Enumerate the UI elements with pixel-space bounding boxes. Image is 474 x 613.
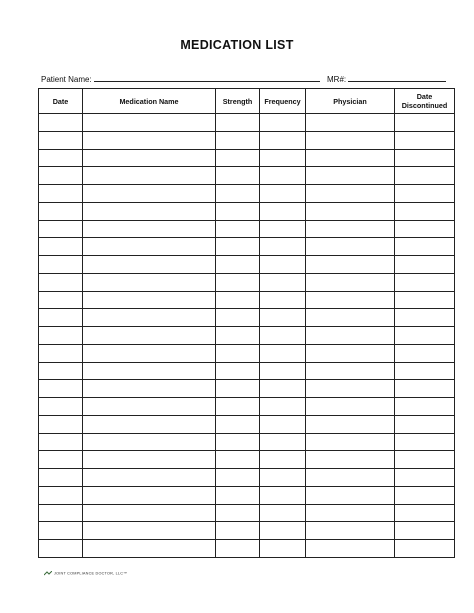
table-row <box>39 451 455 469</box>
table-cell[interactable] <box>306 273 395 291</box>
table-cell[interactable] <box>306 398 395 416</box>
table-cell[interactable] <box>39 486 83 504</box>
table-cell[interactable] <box>83 504 216 522</box>
table-cell[interactable] <box>395 167 455 185</box>
table-cell[interactable] <box>395 469 455 487</box>
table-row <box>39 344 455 362</box>
table-row <box>39 273 455 291</box>
header-physician: Physician <box>306 89 395 114</box>
table-cell[interactable] <box>83 415 216 433</box>
table-cell[interactable] <box>39 469 83 487</box>
footer <box>44 571 127 576</box>
table-cell[interactable] <box>216 469 260 487</box>
table-cell[interactable] <box>216 309 260 327</box>
table-row <box>39 309 455 327</box>
table-cell[interactable] <box>216 185 260 203</box>
table-cell[interactable] <box>83 380 216 398</box>
table-cell[interactable] <box>216 451 260 469</box>
table-cell[interactable] <box>83 522 216 540</box>
footer-text: JOINT COMPLIANCE DOCTOR, LLC™ <box>54 571 128 576</box>
table-cell[interactable] <box>39 540 83 558</box>
table-cell[interactable] <box>395 309 455 327</box>
table-cell[interactable] <box>83 273 216 291</box>
table-cell[interactable] <box>260 309 306 327</box>
table-cell[interactable] <box>39 149 83 167</box>
table-cell[interactable] <box>260 344 306 362</box>
table-cell[interactable] <box>260 291 306 309</box>
table-cell[interactable] <box>39 504 83 522</box>
table-cell[interactable] <box>83 167 216 185</box>
table-cell[interactable] <box>39 185 83 203</box>
table-cell[interactable] <box>39 238 83 256</box>
table-row <box>39 486 455 504</box>
table-cell[interactable] <box>260 202 306 220</box>
header-strength: Strength <box>216 89 260 114</box>
table-cell[interactable] <box>395 131 455 149</box>
company-logo-icon <box>44 571 52 576</box>
table-cell[interactable] <box>395 185 455 203</box>
table-row <box>39 469 455 487</box>
table-cell[interactable] <box>216 380 260 398</box>
table-cell[interactable] <box>83 291 216 309</box>
mr-number-field <box>327 73 446 84</box>
patient-name-line[interactable] <box>94 73 320 82</box>
table-cell[interactable] <box>306 291 395 309</box>
table-row <box>39 149 455 167</box>
table-cell[interactable] <box>83 149 216 167</box>
table-cell[interactable] <box>260 185 306 203</box>
table-cell[interactable] <box>306 344 395 362</box>
table-cell[interactable] <box>395 433 455 451</box>
table-cell[interactable] <box>395 327 455 345</box>
table-cell[interactable] <box>395 344 455 362</box>
table-cell[interactable] <box>216 114 260 132</box>
table-cell[interactable] <box>306 486 395 504</box>
table-cell[interactable] <box>306 256 395 274</box>
table-row <box>39 327 455 345</box>
table-row <box>39 415 455 433</box>
header-medication-name: Medication Name <box>83 89 216 114</box>
table-cell[interactable] <box>39 167 83 185</box>
table-cell[interactable] <box>83 238 216 256</box>
header-date: Date <box>39 89 83 114</box>
table-row <box>39 167 455 185</box>
patient-name-field <box>41 73 320 84</box>
table-cell[interactable] <box>83 114 216 132</box>
table-cell[interactable] <box>260 451 306 469</box>
table-cell[interactable] <box>83 486 216 504</box>
table-cell[interactable] <box>395 202 455 220</box>
table-row <box>39 362 455 380</box>
table-cell[interactable] <box>216 256 260 274</box>
table-cell[interactable] <box>83 362 216 380</box>
table-cell[interactable] <box>260 220 306 238</box>
table-row <box>39 522 455 540</box>
table-cell[interactable] <box>83 309 216 327</box>
table-row <box>39 291 455 309</box>
table-cell[interactable] <box>260 486 306 504</box>
table-cell[interactable] <box>83 131 216 149</box>
table-row <box>39 202 455 220</box>
table-row <box>39 398 455 416</box>
table-cell[interactable] <box>83 344 216 362</box>
table-cell[interactable] <box>83 185 216 203</box>
table-cell[interactable] <box>395 291 455 309</box>
table-cell[interactable] <box>39 415 83 433</box>
table-cell[interactable] <box>216 291 260 309</box>
table-cell[interactable] <box>395 362 455 380</box>
table-cell[interactable] <box>306 504 395 522</box>
table-cell[interactable] <box>216 433 260 451</box>
table-header-row <box>39 89 455 114</box>
table-row <box>39 540 455 558</box>
table-row <box>39 256 455 274</box>
table-cell[interactable] <box>260 380 306 398</box>
table-cell[interactable] <box>260 167 306 185</box>
table-cell[interactable] <box>39 327 83 345</box>
table-row <box>39 185 455 203</box>
table-cell[interactable] <box>83 202 216 220</box>
table-cell[interactable] <box>395 273 455 291</box>
table-cell[interactable] <box>260 256 306 274</box>
table-cell[interactable] <box>306 202 395 220</box>
table-cell[interactable] <box>306 433 395 451</box>
table-cell[interactable] <box>39 202 83 220</box>
table-cell[interactable] <box>395 415 455 433</box>
table-cell[interactable] <box>260 522 306 540</box>
table-cell[interactable] <box>306 185 395 203</box>
table-cell[interactable] <box>39 451 83 469</box>
table-cell[interactable] <box>306 327 395 345</box>
table-cell[interactable] <box>216 131 260 149</box>
table-cell[interactable] <box>83 433 216 451</box>
table-cell[interactable] <box>39 362 83 380</box>
table-cell[interactable] <box>306 540 395 558</box>
table-cell[interactable] <box>39 256 83 274</box>
table-cell[interactable] <box>216 540 260 558</box>
table-cell[interactable] <box>216 344 260 362</box>
medication-table <box>38 88 455 558</box>
table-cell[interactable] <box>306 451 395 469</box>
table-cell[interactable] <box>260 362 306 380</box>
table-cell[interactable] <box>216 202 260 220</box>
table-cell[interactable] <box>216 362 260 380</box>
table-cell[interactable] <box>216 522 260 540</box>
table-cell[interactable] <box>216 327 260 345</box>
table-cell[interactable] <box>260 433 306 451</box>
table-body <box>39 114 455 558</box>
table-cell[interactable] <box>260 469 306 487</box>
table-cell[interactable] <box>306 415 395 433</box>
table-row <box>39 131 455 149</box>
table-cell[interactable] <box>39 522 83 540</box>
table-cell[interactable] <box>39 291 83 309</box>
table-cell[interactable] <box>395 451 455 469</box>
table-cell[interactable] <box>216 415 260 433</box>
table-cell[interactable] <box>83 469 216 487</box>
table-cell[interactable] <box>395 238 455 256</box>
table-cell[interactable] <box>260 273 306 291</box>
table-cell[interactable] <box>260 504 306 522</box>
mr-number-label: MR#: <box>327 75 347 84</box>
table-cell[interactable] <box>39 380 83 398</box>
table-cell[interactable] <box>306 114 395 132</box>
table-cell[interactable] <box>395 380 455 398</box>
header-frequency: Frequency <box>260 89 306 114</box>
table-row <box>39 504 455 522</box>
table-cell[interactable] <box>306 149 395 167</box>
table-cell[interactable] <box>260 327 306 345</box>
table-cell[interactable] <box>395 398 455 416</box>
table-cell[interactable] <box>216 167 260 185</box>
table-cell[interactable] <box>395 522 455 540</box>
table-cell[interactable] <box>39 309 83 327</box>
table-cell[interactable] <box>83 220 216 238</box>
table-cell[interactable] <box>306 131 395 149</box>
table-cell[interactable] <box>395 504 455 522</box>
table-cell[interactable] <box>260 415 306 433</box>
table-row <box>39 220 455 238</box>
table-cell[interactable] <box>306 167 395 185</box>
table-cell[interactable] <box>39 114 83 132</box>
table-cell[interactable] <box>216 398 260 416</box>
table-cell[interactable] <box>260 149 306 167</box>
table-cell[interactable] <box>260 114 306 132</box>
table-cell[interactable] <box>306 469 395 487</box>
table-row <box>39 380 455 398</box>
table-cell[interactable] <box>395 486 455 504</box>
table-cell[interactable] <box>216 486 260 504</box>
table-cell[interactable] <box>39 273 83 291</box>
table-cell[interactable] <box>216 149 260 167</box>
table-cell[interactable] <box>83 540 216 558</box>
table-cell[interactable] <box>306 309 395 327</box>
table-cell[interactable] <box>39 344 83 362</box>
table-cell[interactable] <box>216 504 260 522</box>
table-row <box>39 238 455 256</box>
table-cell[interactable] <box>306 362 395 380</box>
table-cell[interactable] <box>216 238 260 256</box>
table-row <box>39 433 455 451</box>
patient-name-label: Patient Name: <box>41 75 92 84</box>
table-cell[interactable] <box>306 522 395 540</box>
table-cell[interactable] <box>395 149 455 167</box>
table-cell[interactable] <box>216 220 260 238</box>
table-cell[interactable] <box>306 220 395 238</box>
mr-number-line[interactable] <box>348 73 446 82</box>
table-cell[interactable] <box>39 433 83 451</box>
table-cell[interactable] <box>83 327 216 345</box>
table-cell[interactable] <box>83 256 216 274</box>
table-cell[interactable] <box>83 451 216 469</box>
table-cell[interactable] <box>216 273 260 291</box>
table-cell[interactable] <box>39 220 83 238</box>
table-cell[interactable] <box>395 256 455 274</box>
table-cell[interactable] <box>260 398 306 416</box>
table-cell[interactable] <box>260 540 306 558</box>
table-cell[interactable] <box>306 380 395 398</box>
page-title: MEDICATION LIST <box>180 38 294 52</box>
header-date-discontinued: Date Discontinued <box>395 89 455 114</box>
table-cell[interactable] <box>395 220 455 238</box>
table-cell[interactable] <box>395 114 455 132</box>
table-cell[interactable] <box>39 131 83 149</box>
table-cell[interactable] <box>39 398 83 416</box>
table-cell[interactable] <box>260 238 306 256</box>
table-cell[interactable] <box>306 238 395 256</box>
table-cell[interactable] <box>260 131 306 149</box>
table-row <box>39 114 455 132</box>
table-cell[interactable] <box>395 540 455 558</box>
table-cell[interactable] <box>83 398 216 416</box>
